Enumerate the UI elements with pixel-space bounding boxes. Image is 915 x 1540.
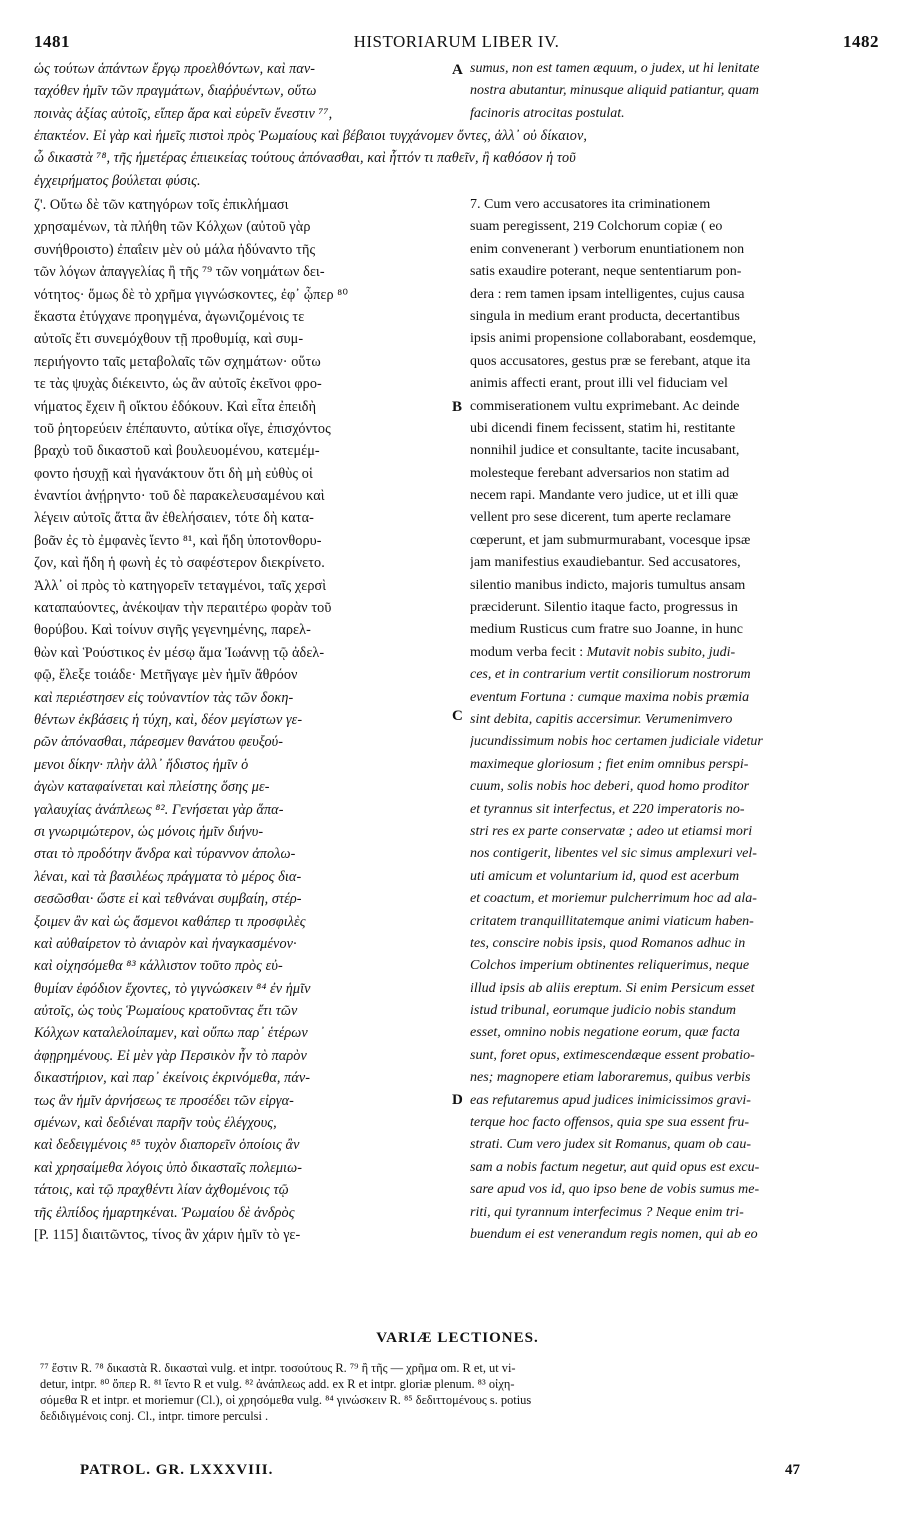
latin-line: facinoris atrocitas postulat.	[470, 105, 625, 121]
greek-line: σται τὸ προδότην ἄνδρα καὶ τύραννον ἀπολω-	[34, 846, 296, 863]
variae-lectiones-title: VARIÆ LECTIONES.	[376, 1330, 539, 1346]
greek-top-block	[34, 58, 450, 125]
latin-line: nos contigerit, libentes vel sic simus amplexuri vel-	[470, 846, 757, 862]
greek-line: ἀγὼν καταφαίνεται καὶ πλείστης ὅσης με-	[34, 779, 270, 796]
page-footer	[80, 1462, 800, 1484]
greek-line: χρησαμένων, τὰ πλήθη τῶν Κόλχων (αὐτοῦ γὰρ	[34, 219, 311, 236]
greek-line: τοῦ ῥητορεύειν ἐπέπαυντο, αὐτίκα οἵγε, ἐπισχόντος	[34, 420, 331, 437]
latin-line: stri res ex parte conservatæ ; adeo ut etiamsi mori	[470, 823, 753, 839]
variant-note-line: δεδιδιγμένοις conj. Cl., intpr. timore perculsi .	[40, 1409, 269, 1423]
greek-line: καὶ αὐθαίρετον τὸ ἀνιαρὸν καὶ ἠναγκασμένον·	[34, 935, 297, 952]
latin-line: animis affecti erant, prout illi vel fiduciam vel	[470, 376, 728, 392]
greek-line: τως ἂν ἡμῖν ἀρνήσεως τε προσέδει τῶν εἰργα-	[34, 1092, 294, 1109]
latin-line: maximeque gloriosum ; fiet enim omnibus perspi-	[470, 756, 749, 772]
margin-letter-b: B	[452, 399, 463, 415]
latin-line: suam peregissent, 219 Colchorum copiæ ( eo	[470, 219, 723, 235]
latin-line: quos accusatores, gestus præ se ferebant, atque ita	[470, 353, 751, 369]
greek-line: καὶ δεδειγμένοις ⁸⁵ τυχὸν διαπορεῖν ὁποίοις ἂν	[34, 1137, 300, 1154]
greek-line: καὶ περιέστησεν εἰς τοὐναντίον τὰς τῶν δοκη-	[34, 689, 294, 706]
latin-line: Colchos imperium obtinentes reliquerimus, neque	[470, 958, 750, 974]
greek-line: φῷ, ἔλεξε τοιάδε· Μετῆγαγε μὲν ἡμῖν ἄθρόον	[34, 667, 298, 684]
greek-line: δικαστήριον, καὶ παρ᾽ ἐκείνοις ἐκρινόμεθα, πάν-	[34, 1070, 311, 1087]
latin-line: nes; magnopere etiam laboraremus, quibus verbis	[470, 1070, 751, 1086]
page-title: HISTORIARUM LIBER IV.	[353, 32, 560, 51]
latin-line: modum verba fecit : Mutavit nobis subito, judi-	[470, 644, 736, 660]
greek-line: ἐγχειρήματος βούλεται φύσις.	[34, 172, 201, 189]
variant-notes	[40, 1360, 880, 1424]
greek-line: ὡς τούτων ἁπάντων ἔργῳ προελθόντων, καὶ παν-	[34, 61, 316, 77]
greek-line: βοᾶν ἐς τὸ ἐμφανὲς ἵεντο ⁸¹, καὶ ἤδη ὑποτονθορυ-	[34, 532, 322, 549]
greek-line: καὶ χρησαίμεθα λόγοις ὑπὸ δικασταῖς πολεμιω-	[34, 1159, 303, 1176]
page-number-left: 1481	[34, 32, 70, 51]
latin-line: eventum Fortuna : cumque maxima nobis præmia	[470, 689, 750, 705]
latin-line: satis exaudire poterant, neque sententiarum pon-	[470, 264, 742, 280]
latin-line: commiserationem vultu exprimebant. Ac deinde	[470, 398, 740, 414]
latin-line: singula in medium erant producta, decertantibus	[470, 308, 740, 324]
latin-line: critatem tranquillitatemque animi viaticum haben-	[470, 913, 754, 929]
latin-line: enim convenerant ) verborum enuntiationem non	[470, 241, 745, 257]
latin-line: nonnihil judice et consultante, tacite incusabant,	[470, 443, 740, 459]
margin-letter-c: C	[452, 708, 463, 724]
greek-line: ξοιμεν ἂν καὶ ὡς ἄσμενοι καθάπερ τι προσφιλὲς	[34, 913, 306, 930]
greek-line: σμένων, καὶ δεδιέναι παρῆν τοὺς ἐλέγχους,	[34, 1115, 277, 1132]
greek-line: ποινὰς ἀξίας αὐτοῖς, εἴπερ ἄρα καὶ εὑρεῖν ἔνεστιν ⁷⁷,	[34, 105, 333, 122]
latin-line: jucundissimum nobis hoc certamen judiciale videtur	[470, 734, 763, 750]
latin-line: nostra abutantur, minusque aliquid patiantur, quam	[470, 83, 759, 99]
latin-line: strati. Cum vero judex sit Romanus, quam ob cau-	[470, 1137, 752, 1153]
greek-line: καταπαύοντες, ἀνέκοψαν τὴν περαιτέρω φορὰν τοῦ	[34, 600, 332, 617]
latin-line: cuum, solis nobis hoc deberi, quod homo proditor	[470, 779, 750, 795]
greek-line: ἀφῃρημένους. Εἰ μὲν γὰρ Περσικὸν ἦν τὸ παρὸν	[34, 1047, 307, 1064]
latin-line: jam manifestius exaudiebantur. Sed accusatores,	[470, 555, 741, 571]
latin-line: sam a nobis factum negetur, aut quid opus est excu-	[470, 1159, 760, 1175]
greek-line: θορύβου. Καὶ τοίνυν σιγῆς γεγενημένης, παρελ-	[34, 622, 311, 639]
variant-note-line: ⁷⁷ ἔστιν R. ⁷⁸ δικαστὰ R. δικασταὶ vulg. et intpr. τοσούτους R. ⁷⁹ ἢ τῆς — χρῆμα om. R et, ut vi-	[40, 1361, 516, 1375]
latin-line: sare apud vos id, quo ipso bene de vobis sumus me-	[470, 1182, 760, 1198]
greek-line: ζον, καὶ ἤδη ἡ φωνὴ ἐς τὸ σαφέστερον διεκρίνετο.	[34, 555, 325, 572]
greek-line: τῆς ἐλπίδος ἡμαρτηκέναι. Ῥωμαίου δὲ ἀνδρὸς	[34, 1204, 295, 1221]
latin-line: buendum ei est venerandum regis nomen, qui ab eo	[470, 1226, 758, 1242]
latin-line: dera : rem tamen ipsam intelligentes, cujus causa	[470, 286, 745, 302]
latin-line: et tyrannus sit interfectus, et 220 imperatoris no-	[470, 801, 745, 817]
latin-line: riti, qui tyrannum interfecimus ? Neque enim tri-	[470, 1204, 744, 1220]
greek-line: Κόλχων καταλελοίπαμεν, καὶ οὔπω παρ᾽ ἑτέρων	[34, 1025, 308, 1042]
greek-line: [P. 115] διαιτῶντος, τίνος ἂν χάριν ἡμῖν τὸ γε-	[34, 1226, 301, 1243]
footer-series: PATROL. GR. LXXXVIII.	[80, 1462, 274, 1478]
greek-line: νότητος· ὅμως δὲ τὸ χρῆμα γιγνώσκοντες, ἐφ᾽ ᾧπερ ⁸⁰	[34, 286, 349, 303]
latin-line: ubi dicendi finem fecissent, statim hi, restitante	[470, 420, 736, 436]
greek-line: τῶν λόγων ἀπαγγελίας ἢ τῆς ⁷⁹ τῶν νοημάτων δει-	[34, 264, 325, 281]
footer-signature: 47	[785, 1462, 800, 1478]
latin-line: istud tribunal, eorumque judicio nobis standum	[470, 1003, 736, 1019]
greek-line: ἐναντίοι ἀνῄρηντο· τοῦ δὲ παρακελευσαμένου καὶ	[34, 488, 325, 505]
margin-letter-a: A	[452, 62, 463, 78]
latin-line: terque hoc facto offensos, quia spe sua essent fru-	[470, 1115, 750, 1131]
greek-line: ταχόθεν ἡμῖν τῶν πραγμάτων, διαῤῥυέντων, οὕτω	[34, 83, 317, 100]
latin-line: molesteque ferebant adversarios non statim ad	[470, 465, 730, 481]
greek-main-column	[34, 194, 450, 1246]
latin-line: sunt, foret opus, extimescendæque essent probatio-	[470, 1047, 755, 1063]
latin-line: esset, omnino nobis negatione eorum, quæ facta	[470, 1025, 740, 1041]
latin-line: necem rapi. Mandante vero judice, ut et illi quæ	[470, 488, 739, 504]
greek-line: ὦ δικαστὰ ⁷⁸, τῆς ἡμετέρας ἐπιεικείας τούτους ἀπόνασθαι, καὶ ἧττόν τι παθεῖν, ἢ καθόσον ἡ τοῦ	[34, 150, 576, 167]
greek-wide-block	[34, 125, 882, 192]
greek-line: θυμίαν ἐφόδιον ἔχοντες, τὸ γιγνώσκειν ⁸⁴ ἐν ἡμῖν	[34, 980, 311, 997]
greek-line: βραχὺ τοῦ δικαστοῦ καὶ βουλευομένου, κατεμέμ-	[34, 443, 320, 460]
greek-line: νήματος ἔχειν ἢ οἴκτου ἐδόκουν. Καὶ εἶτα ἐπειδὴ	[34, 398, 317, 415]
latin-line: silentio manibus indicto, majoris tumultus ansam	[470, 577, 746, 593]
latin-line: illud ipsis ab aliis ereptum. Si enim Persicum esset	[470, 980, 755, 996]
greek-line: ἕκαστα ἐτύγχανε προηγμένα, ἀγωνιζομένοις τε	[34, 308, 305, 325]
latin-main-column	[470, 194, 882, 1246]
latin-line: sumus, non est tamen æquum, o judex, ut hi lenitate	[470, 61, 760, 76]
greek-line: θὼν καὶ Ῥούστικος ἐν μέσῳ ἅμα Ἰωάννῃ τῷ ἀδελ-	[34, 644, 325, 661]
latin-line: eas refutaremus apud judices inimicissimos gravi-	[470, 1092, 751, 1108]
latin-line: medium Rusticus cum fratre suo Joanne, in hunc	[470, 622, 743, 638]
greek-line: σι γνωριμώτερον, ὡς μόνοις ἡμῖν διήνυ-	[34, 823, 264, 840]
greek-line: ζ'. Οὕτω δὲ τῶν κατηγόρων τοῖς ἐπικλήμασι	[34, 197, 289, 213]
margin-letter-d: D	[452, 1092, 463, 1108]
latin-line: ces, et in contrarium vertit consiliorum nostrorum	[470, 667, 751, 683]
greek-line: λέγειν αὐτοῖς ἅττα ἂν ἐθελήσαιεν, τότε δὴ κατα-	[34, 510, 314, 527]
latin-line: vellent pro sese dicerent, tum aperte reclamare	[470, 510, 731, 526]
page-number-right: 1482	[843, 32, 879, 51]
latin-top-block	[470, 58, 882, 125]
greek-line: συνήθροιστο) ἐπαΐειν μὲν οὐ μάλα ἠδύναντο τῆς	[34, 241, 316, 258]
latin-line: sint debita, capitis accersimur. Verumenimvero	[470, 711, 733, 727]
greek-line: ρῶν ἀπόνασθαι, πάρεσμεν θανάτου φευξού-	[34, 734, 284, 751]
greek-line: καὶ οἰχησόμεθα ⁸³ κάλλιστον τοῦτο πρὸς εὐ-	[34, 958, 283, 975]
variant-note-line: detur, intpr. ⁸⁰ ὅπερ R. ⁸¹ ἵεντο R et vulg. ⁸² ἀνάπλεως add. ex R et intpr. gloriæ plenum. ⁸³ οἰχη-	[40, 1377, 515, 1391]
greek-line: ἐπακτέον. Εἰ γὰρ καὶ ἡμεῖς πιστοὶ πρὸς Ῥωμαίους καὶ βέβαιοι τυγχάνομεν ὄντες, ἀλλ᾽ οὐ δίκαιον,	[34, 128, 588, 144]
greek-line: αὐτοῖς, ὡς τοὺς Ῥωμαίους κρατοῦντας ἔτι τῶν	[34, 1003, 298, 1020]
greek-line: φοντο ἡσυχῇ καὶ ἠγανάκτουν ὅτι δὴ μὴ εὐθὺς οἱ	[34, 465, 313, 482]
greek-line: θέντων ἐκβάσεις ἡ τύχη, καὶ, δέον μεγίστων γε-	[34, 711, 303, 728]
running-head	[34, 32, 879, 54]
greek-line: περιήγοντο ταῖς μεταβολαῖς τῶν σχημάτων· οὕτω	[34, 353, 321, 370]
greek-line: σεσῶσθαι· ὥστε εἰ καὶ τεθνάναι συμβαίη, στέρ-	[34, 891, 302, 908]
latin-line: et coactum, et moriemur pulcherrimum hoc ad ala-	[470, 891, 757, 907]
greek-line: Ἀλλ᾽ οἱ πρὸς τὸ κατηγορεῖν τεταγμένοι, ταῖς χερσὶ	[34, 577, 327, 594]
greek-line: μενοι δίκην· πλὴν ἀλλ᾽ ἥδιστος ἡμῖν ὁ	[34, 756, 249, 773]
latin-line: ipsis animi propensione collaborabant, eosdemque,	[470, 331, 757, 347]
greek-line: τε τὰς ψυχὰς διέκειντο, ὡς ἂν αὐτοῖς ἐκεῖνοι φρο-	[34, 376, 322, 393]
greek-line: γαλαυχίας ἀνάπλεως ⁸². Γενήσεται γὰρ ἅπα-	[34, 801, 284, 818]
greek-line: τάτοις, καὶ τῷ πραχθέντι λίαν ἀχθομένοις τῷ	[34, 1182, 289, 1199]
latin-line: 7. Cum vero accusatores ita criminationem	[470, 197, 711, 212]
latin-line: cœperunt, et jam submurmurabant, vocesque ipsæ	[470, 532, 751, 548]
greek-line: αὐτοῖς ἔτι συνεμόχθουν τῇ προθυμίᾳ, καὶ συμ-	[34, 331, 304, 348]
greek-line: λέναι, καὶ τὰ βασιλέως πράγματα τὸ μέρος δια-	[34, 868, 302, 885]
latin-line: præciderunt. Silentio itaque facto, progressus in	[470, 600, 738, 616]
variant-note-line: σόμεθα R et intpr. et moriemur (Cl.), οἱ χρησόμεθα vulg. ⁸⁴ γινώσκειν R. ⁸⁵ δεδιττομένους s. potius	[40, 1393, 532, 1407]
latin-line: tes, conscire nobis ipsis, quod Romanos adhuc in	[470, 935, 746, 951]
latin-line: uti amicum et voluntarium id, quod est acerbum	[470, 868, 740, 884]
